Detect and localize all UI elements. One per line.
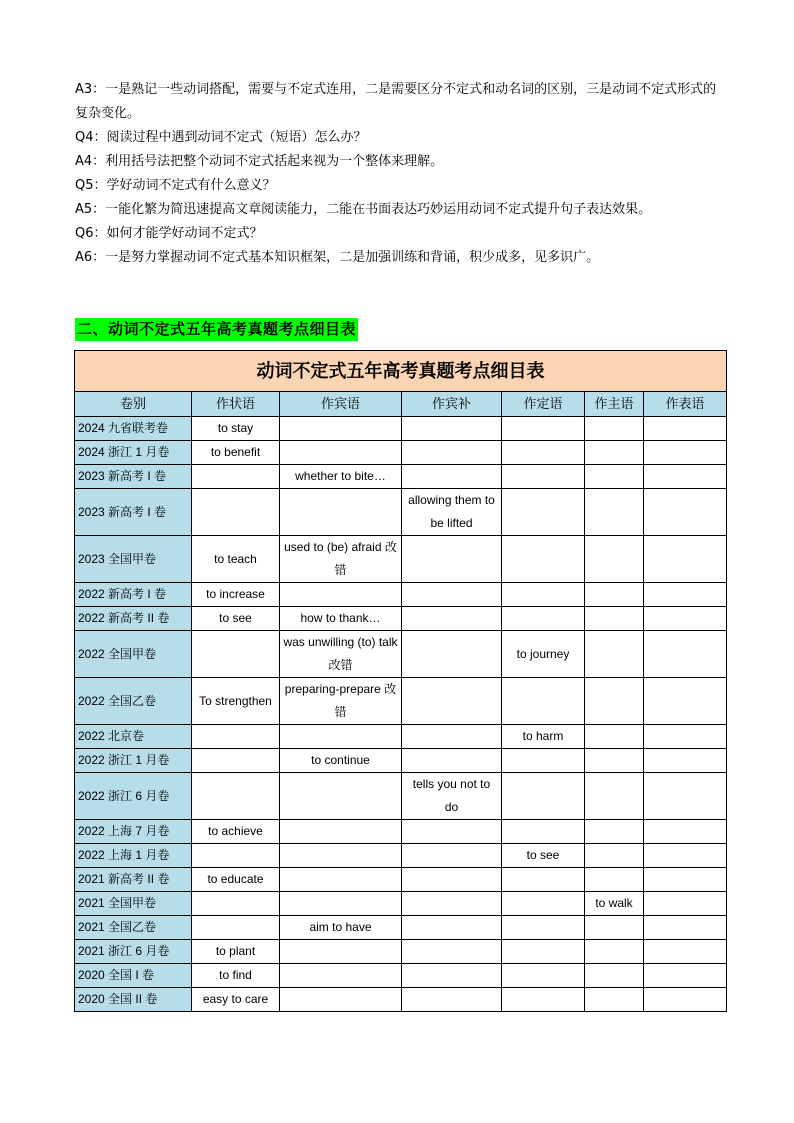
table-cell: to educate (192, 868, 280, 892)
table-cell (192, 844, 280, 868)
table-row (75, 773, 727, 820)
table-cell: to continue (280, 749, 402, 773)
table-cell (402, 844, 502, 868)
table-row (75, 583, 727, 607)
table-cell (585, 916, 644, 940)
table-cell (192, 749, 280, 773)
table-cell (280, 940, 402, 964)
table-row (75, 844, 727, 868)
table-cell (644, 844, 727, 868)
exam-paper-cell: 2024 九省联考卷 (75, 417, 192, 441)
table-row (75, 607, 727, 631)
table-cell (280, 820, 402, 844)
table-cell: whether to bite… (280, 465, 402, 489)
header-cell: 作表语 (644, 392, 727, 417)
table-cell (280, 844, 402, 868)
exam-paper-cell: 2022 全国乙卷 (75, 678, 192, 725)
header-cell: 卷别 (75, 392, 192, 417)
table-row (75, 441, 727, 465)
table-cell (280, 868, 402, 892)
table-row (75, 820, 727, 844)
table-cell (402, 607, 502, 631)
table-cell (402, 536, 502, 583)
qa-answer-a4: A4：利用括号法把整个动词不定式括起来视为一个整体来理解。 (75, 154, 444, 169)
table-title: 动词不定式五年高考真题考点细目表 (75, 351, 727, 392)
table-cell (280, 489, 402, 536)
table-cell: to teach (192, 536, 280, 583)
table-cell (644, 607, 727, 631)
table-cell: To strengthen (192, 678, 280, 725)
table-cell (502, 465, 585, 489)
table-cell (402, 892, 502, 916)
table-row (75, 749, 727, 773)
table-cell (192, 725, 280, 749)
table-cell: to benefit (192, 441, 280, 465)
table-cell: how to thank… (280, 607, 402, 631)
exam-paper-cell: 2020 全国 II 卷 (75, 988, 192, 1012)
exam-paper-cell: 2023 新高考 I 卷 (75, 489, 192, 536)
table-cell (402, 964, 502, 988)
table-cell (280, 441, 402, 465)
exam-points-table (74, 350, 727, 1012)
exam-paper-cell: 2022 北京卷 (75, 725, 192, 749)
table-cell (192, 916, 280, 940)
table-cell (644, 820, 727, 844)
table-cell: to walk (585, 892, 644, 916)
table-cell (585, 441, 644, 465)
table-cell (502, 964, 585, 988)
table-cell (644, 988, 727, 1012)
table-row (75, 678, 727, 725)
table-cell (644, 749, 727, 773)
table-row (75, 465, 727, 489)
table-cell: easy to care (192, 988, 280, 1012)
table-cell (502, 892, 585, 916)
table-cell (585, 868, 644, 892)
table-cell (192, 489, 280, 536)
table-row (75, 536, 727, 583)
table-cell (585, 465, 644, 489)
exam-paper-cell: 2022 上海 7 月卷 (75, 820, 192, 844)
table-cell (280, 964, 402, 988)
table-cell (585, 725, 644, 749)
table-row (75, 964, 727, 988)
table-cell: to stay (192, 417, 280, 441)
table-cell (280, 988, 402, 1012)
table-cell (644, 417, 727, 441)
table-row (75, 940, 727, 964)
table-cell (280, 892, 402, 916)
table-cell (644, 916, 727, 940)
section-heading: 二、动词不定式五年高考真题考点细目表 (75, 318, 358, 341)
table-cell (280, 583, 402, 607)
table-cell (192, 773, 280, 820)
table-cell (402, 916, 502, 940)
table-cell (502, 489, 585, 536)
exam-paper-cell: 2022 浙江 6 月卷 (75, 773, 192, 820)
table-cell (502, 583, 585, 607)
table-header-row (75, 392, 727, 417)
header-cell: 作状语 (192, 392, 280, 417)
table-cell: to plant (192, 940, 280, 964)
table-cell (502, 607, 585, 631)
exam-paper-cell: 2023 新高考 I 卷 (75, 465, 192, 489)
exam-paper-cell: 2021 浙江 6 月卷 (75, 940, 192, 964)
table-cell (585, 940, 644, 964)
table-cell: tells you not to do (402, 773, 502, 820)
header-cell: 作主语 (585, 392, 644, 417)
table-cell (585, 844, 644, 868)
table-cell (502, 678, 585, 725)
table-cell (585, 583, 644, 607)
exam-paper-cell: 2020 全国 I 卷 (75, 964, 192, 988)
header-cell: 作定语 (502, 392, 585, 417)
table-cell: to achieve (192, 820, 280, 844)
table-row (75, 489, 727, 536)
table-cell (502, 441, 585, 465)
table-row (75, 988, 727, 1012)
table-cell: was unwilling (to) talk 改错 (280, 631, 402, 678)
table-cell (402, 441, 502, 465)
table-cell (502, 988, 585, 1012)
table-cell (280, 773, 402, 820)
table-cell (402, 465, 502, 489)
table-row (75, 631, 727, 678)
table-cell (644, 536, 727, 583)
qa-question-q5: Q5：学好动词不定式有什么意义？ (75, 178, 276, 193)
qa-question-q4: Q4：阅读过程中遇到动词不定式（短语）怎么办？ (75, 130, 367, 145)
table-cell: to see (502, 844, 585, 868)
table-cell (502, 536, 585, 583)
qa-answer-a3: A3：一是熟记一些动词搭配，需要与不定式连用，二是需要区分不定式和动名词的区别，三是动词不定式形式的复杂变化。 (75, 82, 717, 121)
table-cell: preparing-prepare 改错 (280, 678, 402, 725)
table-cell (280, 725, 402, 749)
exam-paper-cell: 2021 全国甲卷 (75, 892, 192, 916)
exam-paper-cell: 2022 新高考 II 卷 (75, 607, 192, 631)
table-cell (644, 583, 727, 607)
table-cell (585, 964, 644, 988)
table-cell (502, 916, 585, 940)
table-cell (644, 892, 727, 916)
qa-section (75, 78, 725, 270)
table-cell (502, 417, 585, 441)
table-cell (644, 441, 727, 465)
table-row (75, 868, 727, 892)
table-cell (585, 820, 644, 844)
table-cell (502, 868, 585, 892)
table-row (75, 725, 727, 749)
table-cell (502, 749, 585, 773)
table-body (75, 417, 727, 1012)
table-row (75, 892, 727, 916)
table-cell (644, 940, 727, 964)
table-cell (192, 631, 280, 678)
table-cell: to journey (502, 631, 585, 678)
table-cell (585, 631, 644, 678)
exam-paper-cell: 2024 浙江 1 月卷 (75, 441, 192, 465)
table-cell (644, 465, 727, 489)
table-cell: to increase (192, 583, 280, 607)
table-cell (502, 773, 585, 820)
table-cell (585, 749, 644, 773)
table-cell (585, 678, 644, 725)
table-cell (402, 749, 502, 773)
table-cell: to harm (502, 725, 585, 749)
table-cell: to see (192, 607, 280, 631)
table-cell (585, 489, 644, 536)
table-cell: aim to have (280, 916, 402, 940)
table-cell (585, 536, 644, 583)
table-cell (644, 868, 727, 892)
table-cell (402, 868, 502, 892)
table-cell (402, 988, 502, 1012)
exam-paper-cell: 2022 全国甲卷 (75, 631, 192, 678)
table-cell (644, 773, 727, 820)
table-cell (402, 631, 502, 678)
exam-paper-cell: 2022 新高考 I 卷 (75, 583, 192, 607)
table-cell (402, 678, 502, 725)
table-cell (644, 725, 727, 749)
exam-paper-cell: 2022 浙江 1 月卷 (75, 749, 192, 773)
table-cell (402, 725, 502, 749)
header-cell: 作宾语 (280, 392, 402, 417)
header-cell: 作宾补 (402, 392, 502, 417)
table-cell (502, 940, 585, 964)
exam-paper-cell: 2023 全国甲卷 (75, 536, 192, 583)
table-cell (644, 678, 727, 725)
table-cell (402, 940, 502, 964)
table-row (75, 417, 727, 441)
qa-answer-a5: A5：一能化繁为简迅速提高文章阅读能力，二能在书面表达巧妙运用动词不定式提升句子表达效果。 (75, 202, 652, 217)
exam-paper-cell: 2022 上海 1 月卷 (75, 844, 192, 868)
exam-paper-cell: 2021 新高考 II 卷 (75, 868, 192, 892)
table-cell (585, 988, 644, 1012)
table-cell (402, 583, 502, 607)
table-cell (280, 417, 402, 441)
table-cell (585, 773, 644, 820)
table-row (75, 916, 727, 940)
table-cell (402, 417, 502, 441)
table-cell (502, 820, 585, 844)
qa-question-q6: Q6：如何才能学好动词不定式？ (75, 226, 263, 241)
qa-answer-a6: A6：一是努力掌握动词不定式基本知识框架，二是加强训练和背诵，积少成多，见多识广。 (75, 250, 600, 265)
table-cell (585, 417, 644, 441)
table-cell: allowing them to be lifted (402, 489, 502, 536)
table-cell (402, 820, 502, 844)
table-cell (644, 489, 727, 536)
table-cell (644, 964, 727, 988)
table-cell (585, 607, 644, 631)
table-cell: used to (be) afraid 改错 (280, 536, 402, 583)
table-cell: to find (192, 964, 280, 988)
table-cell (644, 631, 727, 678)
table-cell (192, 892, 280, 916)
exam-paper-cell: 2021 全国乙卷 (75, 916, 192, 940)
table-cell (192, 465, 280, 489)
